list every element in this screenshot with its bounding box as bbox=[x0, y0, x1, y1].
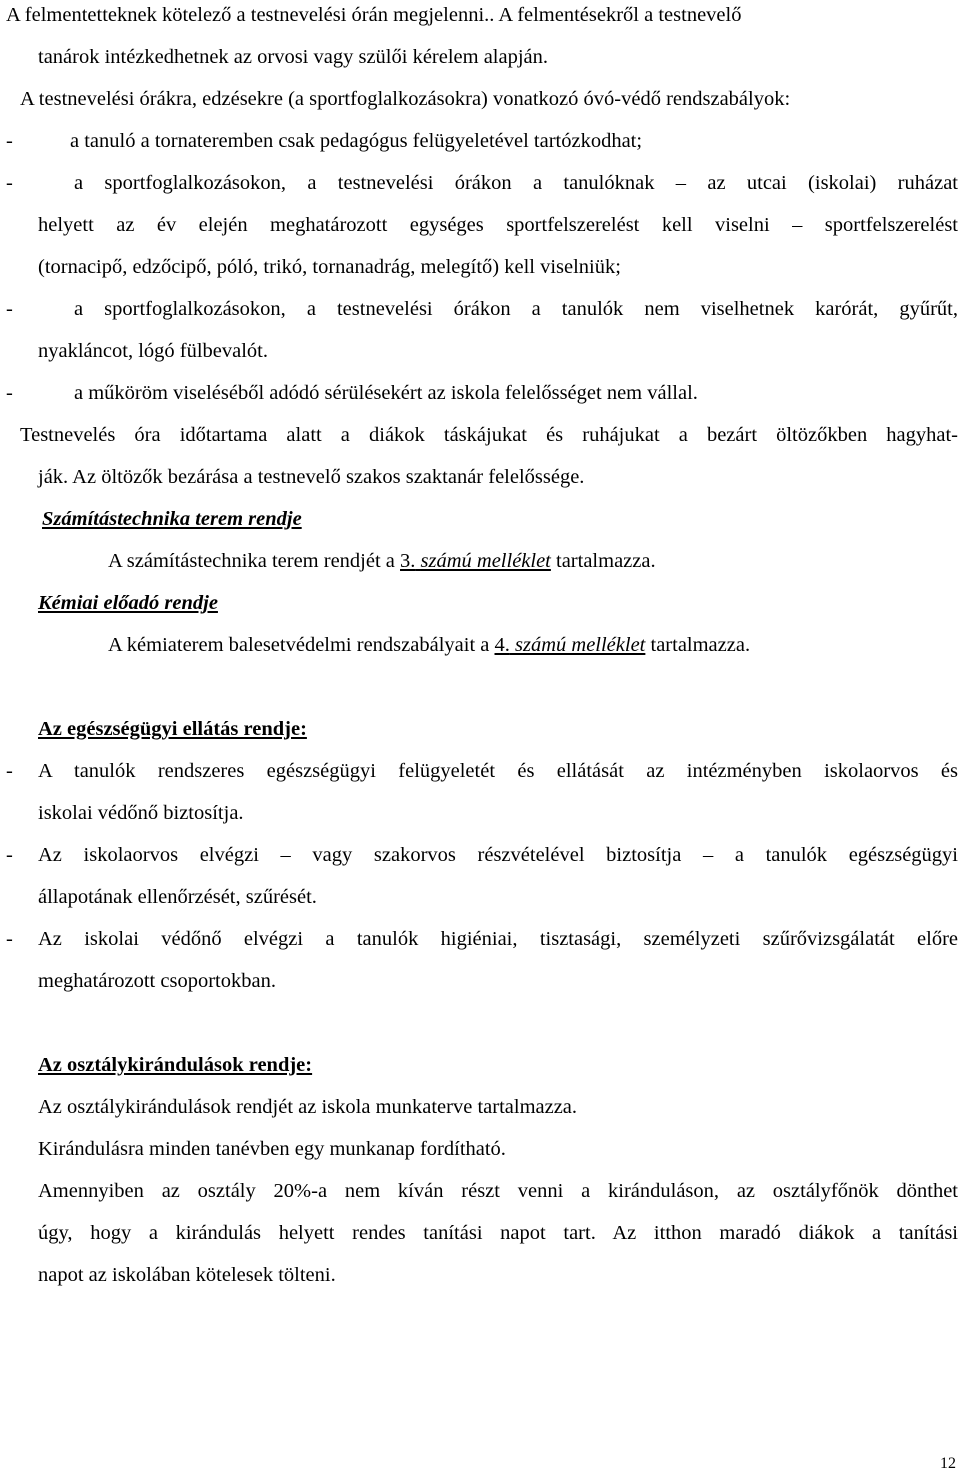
trips-para-line-3: napot az iskolában kötelesek tölteni. bbox=[38, 1264, 336, 1286]
annex-number: 3. bbox=[400, 550, 416, 572]
trips-heading: Az osztálykirándulások rendje: bbox=[38, 1054, 313, 1076]
chem-room-text-after: tartalmazza. bbox=[645, 634, 751, 656]
chem-room-heading: Kémiai előadó rendje bbox=[38, 592, 218, 614]
health-item-2-line-1: Az iskolaorvos elvégzi – vagy szakorvos részvételével biztosítja – a tanulók egészségügyi bbox=[38, 844, 958, 866]
rule-3-line-1: a sportfoglalkozásokon, a testnevelési órákon a tanulók nem viselhetnek karórát, gyűrűt, bbox=[74, 298, 958, 320]
chem-room-text bbox=[108, 624, 750, 666]
exempt-line-2: tanárok intézkedhetnek az orvosi vagy szülői kérelem alapján. bbox=[38, 46, 549, 68]
list-dash: - bbox=[6, 382, 13, 404]
list-dash: - bbox=[6, 760, 13, 782]
list-dash: - bbox=[6, 130, 13, 152]
health-item-3-line-1: Az iskolai védőnő elvégzi a tanulók higiéniai, tisztasági, személyzeti szűrővizsgálatát előre bbox=[38, 928, 958, 950]
health-item-1-line-2: iskolai védőnő biztosítja. bbox=[38, 802, 244, 824]
health-item-1-line-1: A tanulók rendszeres egészségügyi felügyeletét és ellátását az intézményben iskolaorvos és bbox=[38, 760, 958, 782]
computer-room-text-after: tartalmazza. bbox=[550, 550, 656, 572]
chem-room-text-before: A kémiaterem balesetvédelmi rendszabályait a bbox=[108, 634, 495, 656]
trips-line-2: Kirándulásra minden tanévben egy munkanap fordítható. bbox=[38, 1138, 506, 1160]
rule-3-line-2: nyakláncot, lógó fülbevalót. bbox=[38, 340, 268, 362]
trips-line-1: Az osztálykirándulások rendjét az iskola munkaterve tartalmazza. bbox=[38, 1096, 578, 1118]
health-item-3-line-2: meghatározott csoportokban. bbox=[38, 970, 276, 992]
list-dash: - bbox=[6, 844, 13, 866]
computer-room-text-before: A számítástechnika terem rendjét a bbox=[108, 550, 401, 572]
page-number: 12 bbox=[940, 1455, 956, 1472]
rule-2-line-3: (tornacipő, edzőcipő, póló, trikó, tornanadrág, melegítő) kell viselniük; bbox=[38, 256, 621, 278]
annex-label: számú melléklet bbox=[420, 550, 551, 572]
health-heading: Az egészségügyi ellátás rendje: bbox=[38, 718, 307, 740]
rule-2-line-2: helyett az év elején meghatározott egységes sportfelszerelést kell viselni – sportfelszerelést bbox=[38, 214, 958, 236]
computer-room-heading: Számítástechnika terem rendje bbox=[42, 508, 302, 530]
list-dash: - bbox=[6, 928, 13, 950]
computer-room-annex-link[interactable] bbox=[400, 550, 551, 572]
exempt-line-1: A felmentetteknek kötelező a testnevelési órán megjelenni.. A felmentésekről a testnevelő bbox=[6, 4, 742, 26]
rule-4: a műköröm viseléséből adódó sérülésekért az iskola felelősséget nem vállal. bbox=[74, 382, 698, 404]
trips-para-line-1: Amennyiben az osztály 20%-a nem kíván részt venni a kiránduláson, az osztályfőnök dönthet bbox=[38, 1180, 958, 1202]
annex-label: számú melléklet bbox=[515, 634, 646, 656]
chem-room-annex-link[interactable] bbox=[495, 634, 646, 656]
rule-1: a tanuló a tornateremben csak pedagógus felügyeletével tartózkodhat; bbox=[70, 130, 643, 152]
list-dash: - bbox=[6, 298, 13, 320]
trips-para-line-2: úgy, hogy a kirándulás helyett rendes tanítási napot tart. Az itthon maradó diákok a tanítási bbox=[38, 1222, 958, 1244]
health-item-2-line-2: állapotának ellenőrzését, szűrését. bbox=[38, 886, 317, 908]
rules-title: A testnevelési órákra, edzésekre (a sportfoglalkozásokra) vonatkozó óvó-védő rendszabályok: bbox=[20, 88, 791, 110]
annex-number: 4. bbox=[494, 634, 510, 656]
bags-line-2: ják. Az öltözők bezárása a testnevelő szakos szaktanár felelőssége. bbox=[38, 466, 585, 488]
list-dash: - bbox=[6, 172, 13, 194]
bags-line-1: Testnevelés óra időtartama alatt a diákok táskájukat és ruhájukat a bezárt öltözőkben hagyhat- bbox=[20, 424, 958, 446]
rule-2-line-1: a sportfoglalkozásokon, a testnevelési órákon a tanulóknak – az utcai (iskolai) ruházat bbox=[74, 172, 958, 194]
computer-room-text bbox=[108, 540, 656, 582]
